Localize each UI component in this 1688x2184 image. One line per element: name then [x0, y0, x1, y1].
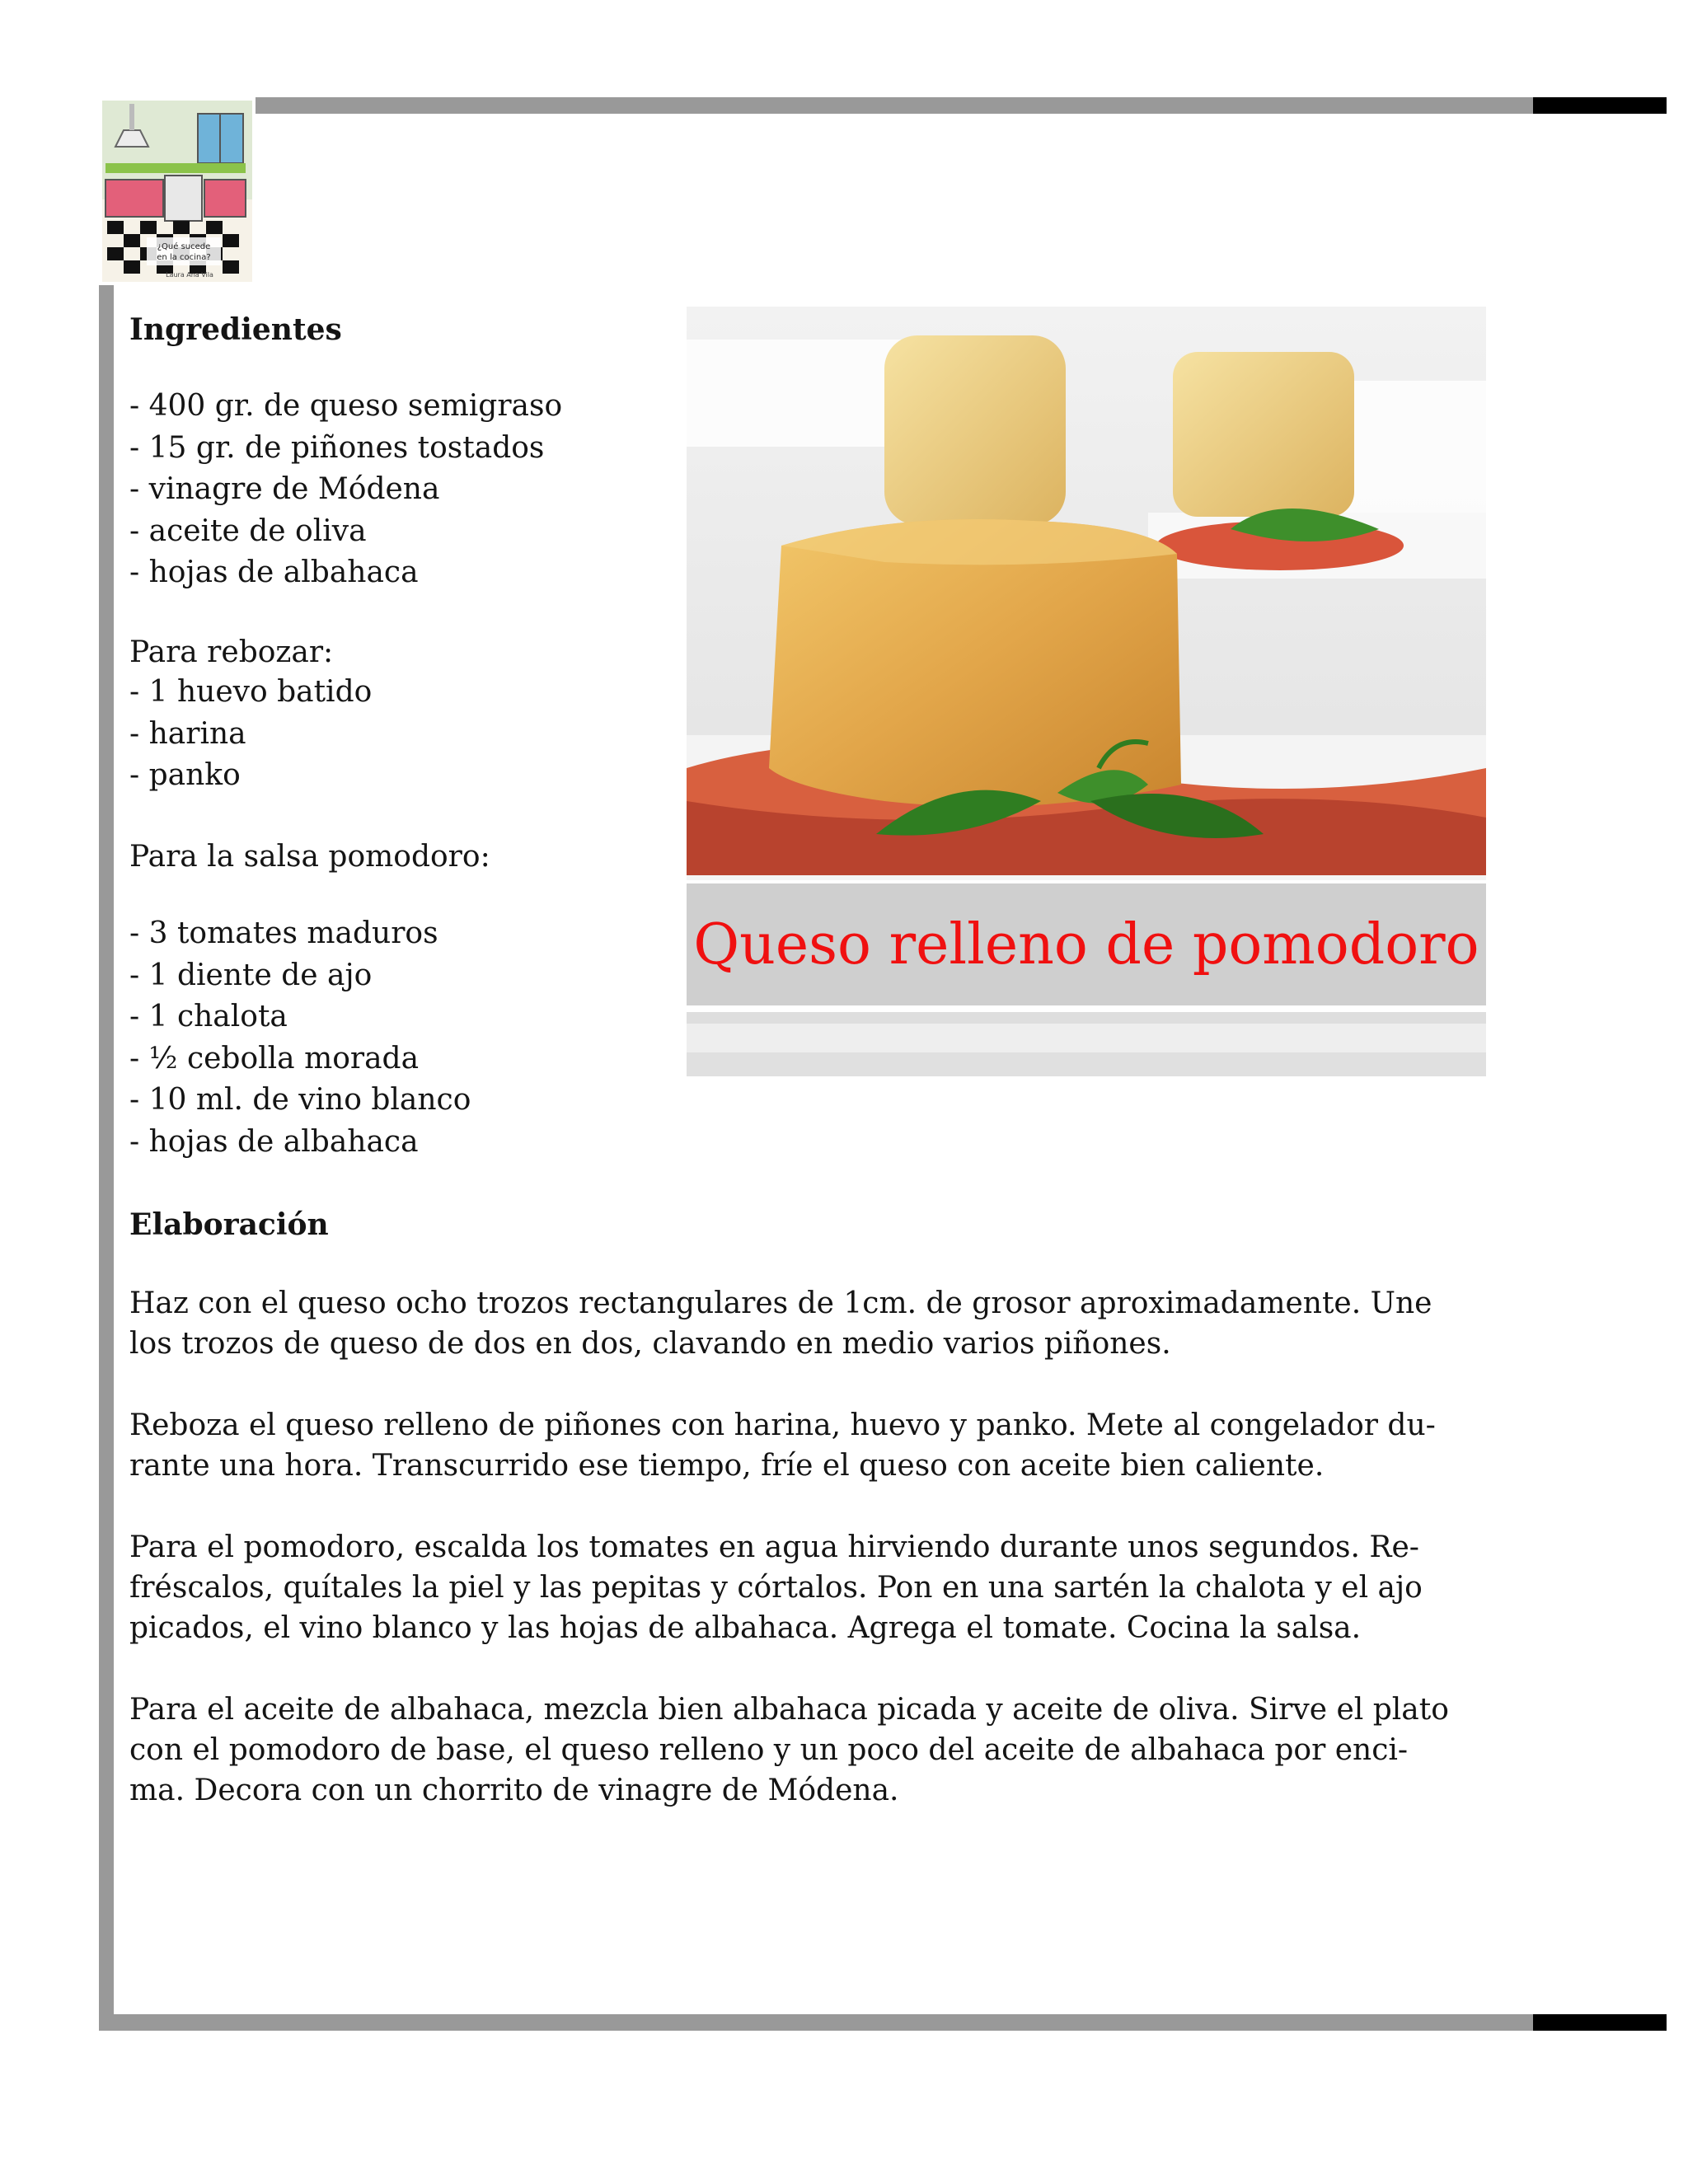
batter-subtitle: Para rebozar: [129, 635, 334, 669]
main-ingredient-list [129, 386, 562, 594]
svg-text:en la cocina?: en la cocina? [157, 253, 211, 262]
method-paragraph [129, 1283, 1564, 1364]
text-line: los trozos de queso de dos en dos, clavando en medio varios piñones. [129, 1327, 1171, 1361]
list-item: - aceite de oliva [129, 513, 367, 548]
sauce-ingredient-list [129, 913, 471, 1163]
dish-title: Queso relleno de pomodoro [693, 912, 1479, 977]
list-item: - panko [129, 758, 241, 792]
list-item: - 1 chalota [129, 1000, 288, 1033]
frame-bottom-accent [1533, 2014, 1667, 2031]
list-item: - ½ cebolla morada [129, 1041, 420, 1076]
frame-left-bar [99, 97, 114, 2031]
frame-top-accent [1533, 97, 1667, 114]
svg-text:Laura Ana Vila: Laura Ana Vila [166, 271, 213, 279]
list-item: - hojas de albahaca [129, 555, 419, 589]
text-line: picados, el vino blanco y las hojas de albahaca. Agrega el tomate. Cocina la salsa. [129, 1611, 1362, 1645]
method-paragraph [129, 1527, 1564, 1648]
list-item: - 1 diente de ajo [129, 958, 373, 992]
list-item: - 400 gr. de queso semigraso [129, 389, 563, 423]
text-line: Para el aceite de albahaca, mezcla bien albahaca picada y aceite de oliva. Sirve el plato [129, 1693, 1449, 1727]
text-line: con el pomodoro de base, el queso relleno y un poco del aceite de albahaca por enci- [129, 1733, 1409, 1767]
svg-text:¿Qué sucede: ¿Qué sucede [157, 242, 211, 251]
text-line: ma. Decora con un chorrito de vinagre de Módena. [129, 1774, 899, 1807]
frame-top-bar [99, 97, 1533, 114]
list-item: - 10 ml. de vino blanco [129, 1083, 471, 1117]
text-line: fréscalos, quítales la piel y las pepitas y córtalos. Pon en una sartén la chalota y el ajo [129, 1571, 1423, 1605]
kitchen-logo-icon [99, 97, 256, 285]
list-item: - 15 gr. de piñones tostados [129, 430, 545, 465]
text-line: Reboza el queso relleno de piñones con harina, huevo y panko. Mete al congelador du- [129, 1408, 1436, 1442]
dish-title-banner [687, 880, 1486, 1012]
list-item: - 1 huevo batido [129, 675, 373, 709]
method-title: Elaboración [129, 1207, 329, 1242]
list-item: - harina [129, 716, 246, 751]
frame-bottom-bar [99, 2014, 1533, 2031]
sauce-subtitle: Para la salsa pomodoro: [129, 840, 490, 874]
list-item: - hojas de albahaca [129, 1124, 419, 1159]
batter-ingredient-list [129, 672, 372, 797]
list-item: - 3 tomates maduros [129, 916, 438, 950]
list-item: - vinagre de Módena [129, 472, 440, 506]
ingredients-title: Ingredientes [129, 312, 342, 347]
method-paragraph [129, 1405, 1564, 1486]
method-paragraph [129, 1690, 1564, 1811]
text-line: rante una hora. Transcurrido ese tiempo, fríe el queso con aceite bien caliente. [129, 1449, 1325, 1483]
text-line: Haz con el queso ocho trozos rectangulares de 1cm. de grosor aproximadamente. Une [129, 1286, 1432, 1320]
text-line: Para el pomodoro, escalda los tomates en agua hirviendo durante unos segundos. Re- [129, 1530, 1419, 1564]
